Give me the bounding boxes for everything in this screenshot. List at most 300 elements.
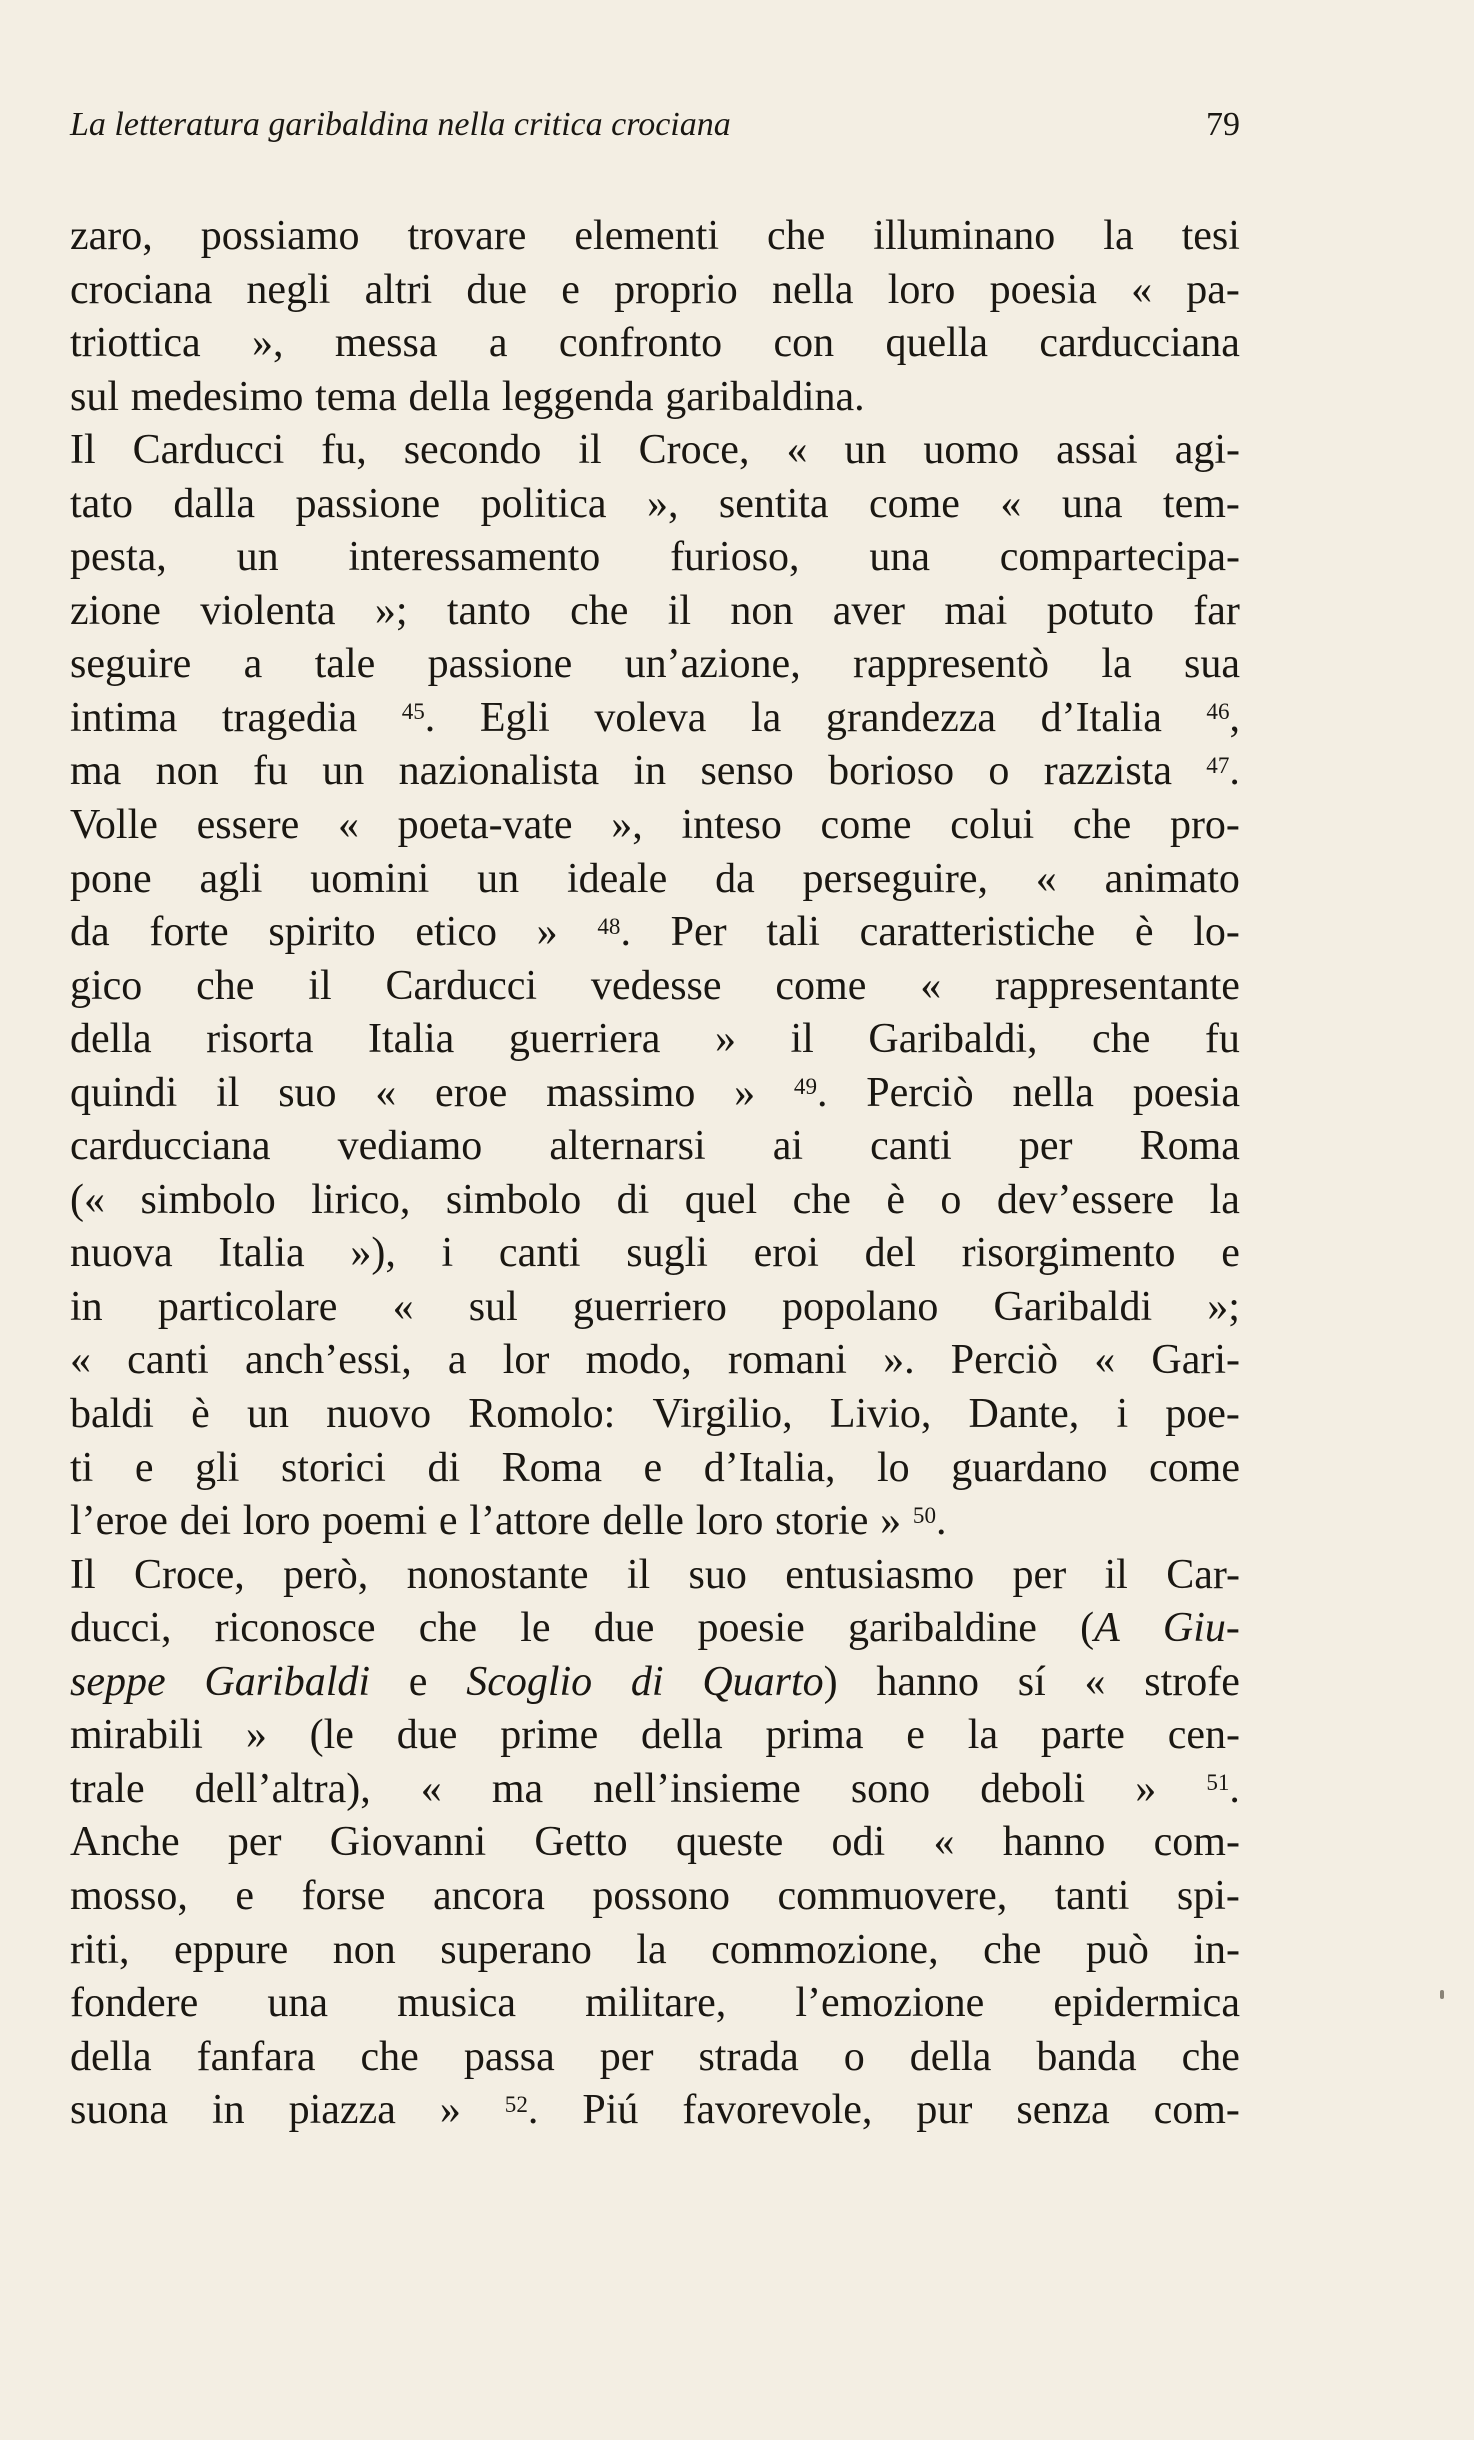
word [480, 692, 550, 746]
word-text: e [408, 1658, 428, 1705]
word-text: di [427, 1444, 461, 1491]
word [70, 1763, 145, 1817]
word-text: o [940, 1176, 962, 1223]
word-text: per [1012, 1551, 1067, 1598]
text-line [70, 1870, 1240, 1924]
word [1044, 745, 1172, 799]
word-text: il [216, 1069, 240, 1116]
word-text: Il [70, 1551, 96, 1598]
word [196, 960, 254, 1014]
word-text: dev’essere [996, 1176, 1175, 1223]
word-text: passa [463, 2033, 555, 2080]
word-text: Dante, [968, 1391, 1080, 1438]
word [951, 1442, 1107, 1496]
word [951, 1334, 1058, 1388]
word [1186, 264, 1240, 318]
word [702, 1656, 837, 1710]
word-text: i [1116, 1391, 1129, 1438]
word-text: senso [700, 748, 794, 795]
word-text: con [773, 320, 835, 367]
word-text: perseguire, [802, 855, 988, 902]
word [988, 745, 1009, 799]
word [611, 799, 643, 853]
word [1062, 478, 1123, 532]
word-text: ». [883, 1337, 915, 1384]
word [222, 692, 357, 746]
word-text: uomini [310, 855, 430, 902]
word [466, 264, 527, 318]
word [70, 960, 142, 1014]
word-text: l’attore [469, 1498, 591, 1545]
word-text: » [1135, 1765, 1157, 1812]
word-text: i [441, 1230, 454, 1277]
word-text: tanti [1054, 1872, 1130, 1919]
word [448, 1334, 467, 1388]
word [830, 1388, 932, 1442]
word-text: la [967, 1712, 999, 1759]
word-text: che [1072, 802, 1132, 849]
word-text: Roma [501, 1444, 602, 1491]
word [375, 585, 408, 639]
word [730, 585, 793, 639]
word-text: carducciana [70, 1123, 271, 1170]
footnote-ref: 52 [504, 2090, 528, 2117]
word-text: fu [252, 748, 288, 795]
word-text: di [616, 1176, 650, 1223]
word-text: messa [334, 320, 438, 367]
word-text: e [134, 1444, 154, 1491]
text-line [70, 799, 1240, 853]
word [1210, 1174, 1240, 1228]
word-text: della [641, 1712, 723, 1759]
word [715, 853, 755, 907]
word [1182, 2031, 1240, 2085]
word-text: trovare [407, 213, 527, 259]
word-text: un [236, 534, 279, 581]
word [773, 317, 834, 371]
word [1168, 1709, 1240, 1763]
word [281, 1442, 386, 1496]
text-line [70, 1067, 1240, 1121]
word [246, 1709, 267, 1763]
word-text: poesia [1132, 1069, 1240, 1116]
word [876, 1656, 979, 1710]
word [775, 960, 866, 1014]
word [1000, 531, 1240, 585]
word [614, 264, 738, 318]
word [933, 1816, 954, 1870]
word [368, 1013, 454, 1067]
word [191, 1388, 210, 1442]
word-text: cen- [1167, 1712, 1240, 1759]
word [469, 1281, 518, 1335]
word [206, 1013, 313, 1067]
word [869, 531, 930, 585]
word [421, 1763, 442, 1817]
word-text: » [536, 909, 558, 956]
word-text: leggenda [501, 373, 654, 420]
word [215, 1602, 376, 1656]
word-text: pro- [1169, 802, 1240, 849]
word [477, 853, 519, 907]
word [868, 1013, 1037, 1067]
italic-title: Quarto [702, 1658, 824, 1705]
word [1166, 1549, 1240, 1603]
word [1149, 1442, 1240, 1496]
word-text: », [611, 802, 643, 849]
text-line [70, 1174, 1240, 1228]
text-line [70, 1602, 1240, 1656]
word [1221, 1227, 1240, 1281]
word [626, 1227, 708, 1281]
word [283, 1549, 368, 1603]
word-text: poesia [989, 266, 1097, 313]
word-text: ma [491, 1765, 544, 1812]
word-text: interessamento [348, 534, 601, 581]
word [704, 1442, 836, 1496]
word-text: lo [877, 1444, 910, 1491]
word-text: o [988, 748, 1010, 795]
word-text: il [1104, 1551, 1128, 1598]
text-line [70, 1924, 1240, 1978]
word-text: loro [887, 266, 956, 313]
word [489, 317, 508, 371]
word-text: favorevole, [682, 2087, 873, 2134]
word-text: . [620, 909, 631, 956]
word [195, 1763, 371, 1817]
word-text: confronto [558, 320, 723, 367]
word [886, 1174, 905, 1228]
word-text: simbolo [140, 1176, 276, 1223]
word-text: Garibaldi [993, 1283, 1153, 1330]
page-header [70, 100, 1240, 150]
word [330, 1816, 486, 1870]
word [641, 1709, 723, 1763]
word [301, 1870, 385, 1924]
text-line [70, 906, 1240, 960]
word [851, 1763, 930, 1817]
word-text: commozione, [711, 1926, 939, 1973]
word [70, 1656, 166, 1710]
text-line [70, 2084, 1240, 2138]
word [719, 478, 829, 532]
word-text: e [643, 1444, 663, 1491]
word-text: una [1061, 480, 1123, 527]
word-text: d’Italia, [703, 1444, 836, 1491]
word-text: eroe [435, 1069, 508, 1116]
text-line [70, 210, 1240, 264]
word [585, 1977, 726, 2031]
word-text: Virgilio, [652, 1391, 793, 1438]
word-text: in [211, 2087, 245, 2134]
word [968, 1388, 1079, 1442]
word [502, 371, 654, 425]
word-text: alternarsi [549, 1123, 706, 1170]
word [844, 424, 886, 478]
word-text: mirabili [70, 1712, 203, 1759]
word-text: sí [1017, 1658, 1046, 1705]
word-text: medesimo [130, 373, 304, 420]
word [268, 906, 375, 960]
word [235, 1870, 254, 1924]
word-text: nell’insieme [593, 1765, 801, 1812]
word-text: essere [196, 802, 300, 849]
word-text: sul [70, 373, 120, 420]
word-text: due [396, 1712, 458, 1759]
text-line [70, 531, 1240, 585]
word-text: spirito [268, 909, 376, 956]
word-text: » [245, 1712, 267, 1759]
word [1086, 1924, 1149, 1978]
word [200, 585, 335, 639]
footnote-ref: 45 [401, 698, 425, 725]
word [994, 1281, 1153, 1335]
word-text: »), [350, 1230, 396, 1277]
word [70, 1013, 152, 1067]
footnote-ref: 50 [912, 1501, 936, 1528]
word [1182, 210, 1240, 264]
word-text: negli [246, 266, 331, 313]
word [944, 585, 1007, 639]
word [158, 1281, 338, 1335]
word-text: a [488, 320, 508, 367]
word-text: « [1094, 1337, 1116, 1384]
word [315, 638, 376, 692]
word [670, 531, 800, 585]
word-text: », [251, 320, 284, 367]
word-text: rappresentò [853, 641, 1049, 688]
word-text: dei [179, 1498, 231, 1545]
word [950, 799, 1034, 853]
word-text: borioso [828, 748, 955, 795]
word-text: potuto [1046, 587, 1154, 634]
word [322, 745, 364, 799]
word [409, 1656, 428, 1710]
word-text: . [1229, 748, 1240, 795]
word-text: animato [1104, 855, 1240, 902]
text-line [70, 2031, 1240, 2085]
word [685, 1174, 757, 1228]
text-line [70, 478, 1240, 532]
word [700, 745, 793, 799]
word [940, 1174, 961, 1228]
word [321, 424, 367, 478]
word-text: una [267, 1980, 329, 2027]
word [794, 1067, 828, 1121]
word [980, 1763, 1085, 1817]
word-text: parte [1040, 1712, 1125, 1759]
text-line [70, 1816, 1240, 1870]
word-text: commuovere, [777, 1872, 1008, 1919]
word [333, 1924, 396, 1978]
word-text: forse [301, 1872, 386, 1919]
word-text: senza [1016, 2087, 1110, 2134]
word-text: Croce, [638, 427, 750, 474]
word [70, 1281, 103, 1335]
word-text: una [869, 534, 930, 581]
text-line [70, 1709, 1240, 1763]
word-text: nuovo [326, 1391, 432, 1438]
word-text: del [864, 1230, 916, 1277]
word [549, 1120, 705, 1174]
word [1154, 2084, 1240, 2138]
word [492, 1763, 543, 1817]
word-text: storie [775, 1498, 869, 1545]
word [728, 1334, 847, 1388]
word-text: fanfara [196, 2033, 316, 2080]
word [520, 1602, 550, 1656]
word [338, 1120, 483, 1174]
word-text: il [578, 427, 602, 474]
italic-title: Garibaldi [204, 1658, 371, 1705]
word-text: che [767, 213, 826, 259]
word [696, 1495, 764, 1549]
word [199, 853, 262, 907]
word-text: può [1085, 1926, 1149, 1973]
word-text: Carducci [132, 427, 285, 474]
word [70, 1227, 173, 1281]
word [983, 1924, 1041, 1978]
word-text: però, [283, 1551, 369, 1598]
word [1105, 1549, 1128, 1603]
word [407, 1549, 589, 1603]
word [1055, 1870, 1130, 1924]
word [402, 692, 436, 746]
word [1056, 424, 1138, 478]
word-text: agi- [1174, 427, 1240, 474]
word-text: », [646, 480, 679, 527]
word [1094, 1334, 1115, 1388]
word-text: gli [195, 1444, 240, 1491]
word-text: razzista [1043, 748, 1172, 795]
word [1193, 585, 1240, 639]
word-text: vediamo [337, 1123, 483, 1170]
word [1041, 1709, 1125, 1763]
word [427, 1442, 460, 1496]
word-text: etico [415, 909, 497, 956]
text-line [70, 1388, 1240, 1442]
word-text: « [786, 427, 808, 474]
word [365, 264, 433, 318]
word-text: grandezza [825, 694, 997, 741]
word-text: guerriera [508, 1016, 661, 1063]
word [1101, 638, 1131, 692]
text-line [70, 264, 1240, 318]
word-text: . [817, 1069, 828, 1116]
word-text: agli [199, 855, 263, 902]
word [338, 799, 359, 853]
word [593, 1763, 801, 1817]
word-text: in- [1193, 1926, 1240, 1973]
word-text: Piú [582, 2087, 639, 2134]
word-text: « [70, 1337, 91, 1384]
word-text: Perciò [950, 1337, 1059, 1384]
word-text: piazza [288, 2087, 396, 2134]
word [244, 638, 263, 692]
word-text: tesi [1181, 213, 1240, 259]
word [916, 2084, 972, 2138]
word [1013, 1549, 1067, 1603]
word [711, 1924, 938, 1978]
word-text: tem- [1162, 480, 1240, 527]
word-text: che [1181, 2033, 1240, 2080]
word-text: la [636, 1926, 667, 1973]
word-text: inteso [681, 802, 782, 849]
word [409, 371, 491, 425]
word [913, 1495, 947, 1549]
word-text: Perciò [866, 1069, 974, 1116]
word [853, 638, 1049, 692]
footnote-ref: 48 [597, 912, 621, 939]
word [1207, 1281, 1240, 1335]
word [404, 424, 542, 478]
word-text: Garibaldi, [868, 1016, 1038, 1063]
word-text: mai [944, 587, 1008, 634]
word-text: lirico, [311, 1176, 411, 1223]
word [962, 1227, 1176, 1281]
word-text: gico [70, 962, 143, 1009]
word-text: la [1101, 641, 1132, 688]
word [880, 1495, 901, 1549]
word [505, 2084, 539, 2138]
footnote-ref: 49 [793, 1073, 818, 1100]
word-text: illuminano [873, 213, 1056, 259]
word [440, 2084, 461, 2138]
word-text: che [196, 962, 255, 1009]
word [786, 424, 807, 478]
word-text: il [626, 1551, 651, 1598]
word [828, 745, 954, 799]
word [775, 1495, 868, 1549]
word-text: pur [916, 2087, 973, 2134]
word [267, 1977, 328, 2031]
word [295, 478, 440, 532]
word [631, 1656, 664, 1710]
word [173, 478, 255, 532]
word-text: pone [70, 855, 152, 902]
word [204, 1656, 370, 1710]
text-line [70, 960, 1240, 1014]
word [1175, 424, 1240, 478]
word-text: ) [823, 1658, 838, 1705]
word-text: . [424, 694, 436, 741]
word-text: della [408, 373, 491, 420]
word [573, 1281, 727, 1335]
word-text: « [933, 1819, 955, 1866]
word [734, 1067, 755, 1121]
word [591, 960, 722, 1014]
word [70, 1709, 203, 1763]
word [1177, 1870, 1240, 1924]
word [676, 1816, 783, 1870]
word-text: Per [670, 909, 727, 956]
word [647, 478, 679, 532]
word-text: guardano [951, 1444, 1108, 1491]
word-text: canti [127, 1337, 209, 1384]
word-text: colui [950, 802, 1035, 849]
word [1131, 264, 1152, 318]
word [1053, 1977, 1240, 2031]
word-text: prime [500, 1712, 599, 1759]
word-text: queste [675, 1819, 784, 1866]
word-text: e [1221, 1230, 1240, 1277]
word [70, 1816, 180, 1870]
word-text: tanto [446, 587, 531, 634]
word-text: seguire [70, 641, 192, 688]
word [877, 1442, 910, 1496]
word-text: aver [832, 587, 906, 634]
word-text: che [360, 2033, 419, 2080]
